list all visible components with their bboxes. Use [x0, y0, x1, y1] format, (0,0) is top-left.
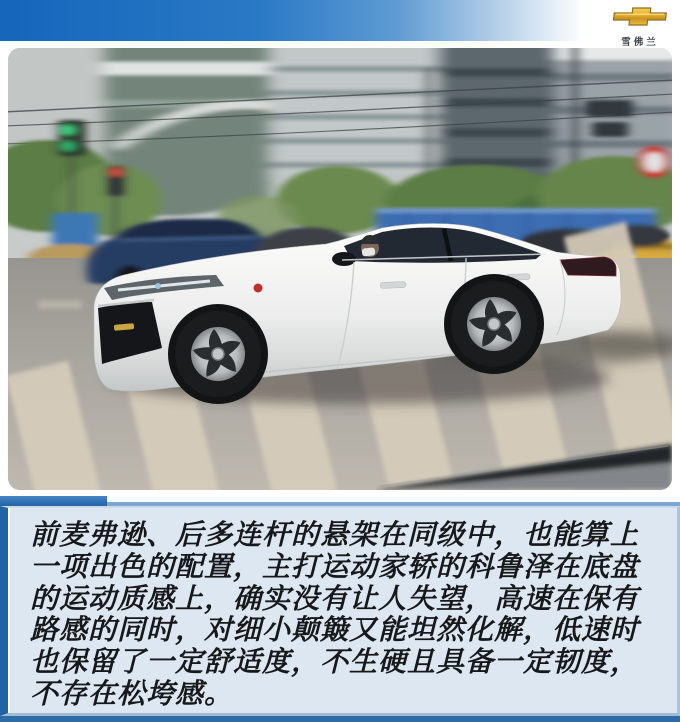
taillight [560, 257, 616, 276]
chevrolet-bowtie-icon [611, 6, 669, 27]
door-handle [380, 282, 406, 289]
caption-inner [8, 508, 677, 713]
rear-wheel [444, 274, 544, 374]
caption-text: 前麦弗逊、后多连杆的悬架在同级中，也能算上一项出色的配置，主打运动家轿的科鲁泽在底盘的运动质感上，确实没有让人失望，高速在保有路感的同时，对细小颠簸又能坦然化解，低速时也保留了一定舒适度，不生硬且具备一定韧度，不存在松垮感。 [30, 519, 640, 709]
caption-box [0, 506, 680, 716]
logo-text-cn: 雪佛兰 [621, 37, 659, 48]
rs-badge [254, 284, 263, 293]
bottom-blue-bar [0, 716, 680, 722]
road-sign-red-ring [641, 149, 667, 175]
top-gradient-bar [0, 0, 680, 41]
driver [361, 235, 379, 257]
front-wheel [168, 304, 268, 404]
car-photo [8, 48, 672, 490]
